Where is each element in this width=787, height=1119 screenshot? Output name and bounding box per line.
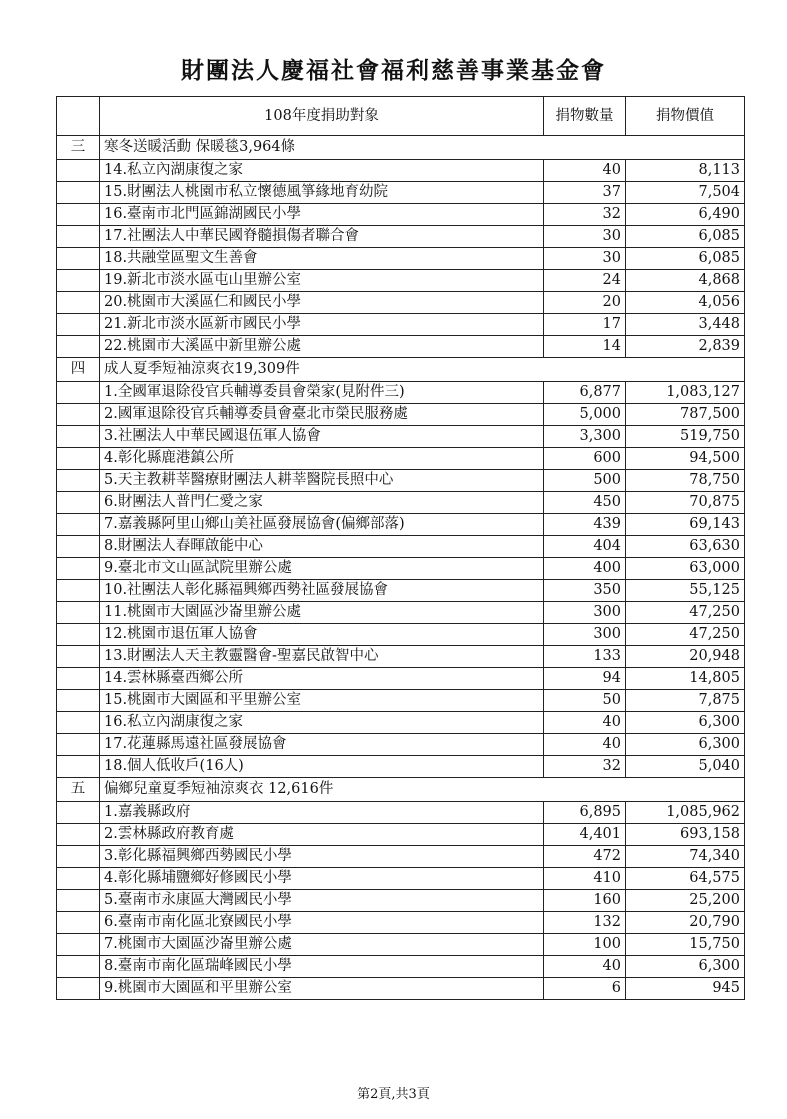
donation-quantity: 439 [544, 514, 626, 536]
table-row [57, 646, 745, 668]
blank-index-cell [57, 978, 100, 1000]
blank-index-cell [57, 314, 100, 336]
recipient-name: 4.彰化縣埔鹽鄉好修國民小學 [100, 868, 544, 890]
blank-index-cell [57, 336, 100, 358]
blank-index-cell [57, 426, 100, 448]
blank-index-cell [57, 448, 100, 470]
donation-quantity: 300 [544, 602, 626, 624]
recipient-name: 21.新北市淡水區新市國民小學 [100, 314, 544, 336]
blank-index-cell [57, 602, 100, 624]
blank-index-cell [57, 514, 100, 536]
recipient-name: 18.個人低收戶(16人) [100, 756, 544, 778]
recipient-name: 16.臺南市北門區錦湖國民小學 [100, 204, 544, 226]
recipient-name: 8.臺南市南化區瑞峰國民小學 [100, 956, 544, 978]
donation-value: 693,158 [626, 824, 745, 846]
donation-quantity: 17 [544, 314, 626, 336]
blank-index-cell [57, 558, 100, 580]
donation-quantity: 24 [544, 270, 626, 292]
recipient-name: 17.社團法人中華民國脊髓損傷者聯合會 [100, 226, 544, 248]
blank-index-cell [57, 492, 100, 514]
table-row [57, 514, 745, 536]
recipient-name: 2.雲林縣政府教育處 [100, 824, 544, 846]
donation-quantity: 600 [544, 448, 626, 470]
recipient-name: 5.天主教耕莘醫療財團法人耕莘醫院長照中心 [100, 470, 544, 492]
recipient-name: 6.臺南市南化區北寮國民小學 [100, 912, 544, 934]
donation-value: 25,200 [626, 890, 745, 912]
donation-quantity: 350 [544, 580, 626, 602]
recipient-name: 16.私立內湖康復之家 [100, 712, 544, 734]
donation-quantity: 133 [544, 646, 626, 668]
donation-value: 70,875 [626, 492, 745, 514]
donation-value: 63,000 [626, 558, 745, 580]
section-number: 五 [57, 778, 100, 802]
donation-value: 4,868 [626, 270, 745, 292]
donation-value: 1,085,962 [626, 802, 745, 824]
recipient-name: 13.財團法人天主教靈醫會-聖嘉民啟智中心 [100, 646, 544, 668]
recipient-name: 9.桃園市大園區和平里辦公室 [100, 978, 544, 1000]
donation-value: 63,630 [626, 536, 745, 558]
donation-value: 69,143 [626, 514, 745, 536]
blank-index-cell [57, 868, 100, 890]
header-index-cell [57, 97, 100, 136]
section-description: 寒冬送暖活動 保暖毯3,964條 [100, 136, 745, 160]
blank-index-cell [57, 912, 100, 934]
recipient-name: 3.社團法人中華民國退伍軍人協會 [100, 426, 544, 448]
table-row [57, 492, 745, 514]
table-row [57, 934, 745, 956]
donation-quantity: 32 [544, 204, 626, 226]
blank-index-cell [57, 248, 100, 270]
recipient-name: 8.財團法人春暉啟能中心 [100, 536, 544, 558]
table-row [57, 448, 745, 470]
table-row [57, 580, 745, 602]
donation-value: 8,113 [626, 160, 745, 182]
recipient-name: 18.共融堂區聖文生善會 [100, 248, 544, 270]
table-row [57, 756, 745, 778]
recipient-name: 3.彰化縣福興鄉西勢國民小學 [100, 846, 544, 868]
blank-index-cell [57, 182, 100, 204]
recipient-name: 20.桃園市大溪區仁和國民小學 [100, 292, 544, 314]
section-row [57, 358, 745, 382]
donation-quantity: 50 [544, 690, 626, 712]
donation-quantity: 40 [544, 734, 626, 756]
blank-index-cell [57, 756, 100, 778]
table-row [57, 890, 745, 912]
table-row [57, 536, 745, 558]
blank-index-cell [57, 956, 100, 978]
table-row [57, 404, 745, 426]
recipient-name: 9.臺北市文山區試院里辦公處 [100, 558, 544, 580]
table-row [57, 712, 745, 734]
donation-value: 519,750 [626, 426, 745, 448]
donation-value: 47,250 [626, 624, 745, 646]
table-row [57, 382, 745, 404]
recipient-name: 6.財團法人普門仁愛之家 [100, 492, 544, 514]
donation-quantity: 300 [544, 624, 626, 646]
table-row [57, 912, 745, 934]
recipient-name: 14.雲林縣臺西鄉公所 [100, 668, 544, 690]
donation-value: 3,448 [626, 314, 745, 336]
table-row [57, 470, 745, 492]
donation-value: 74,340 [626, 846, 745, 868]
table-row [57, 668, 745, 690]
blank-index-cell [57, 690, 100, 712]
section-row [57, 136, 745, 160]
blank-index-cell [57, 890, 100, 912]
donation-quantity: 3,300 [544, 426, 626, 448]
donation-value: 6,085 [626, 226, 745, 248]
blank-index-cell [57, 668, 100, 690]
donation-value: 6,490 [626, 204, 745, 226]
recipient-name: 1.全國軍退除役官兵輔導委員會榮家(見附件三) [100, 382, 544, 404]
table-row [57, 204, 745, 226]
blank-index-cell [57, 646, 100, 668]
table-row [57, 248, 745, 270]
table-row [57, 160, 745, 182]
blank-index-cell [57, 846, 100, 868]
blank-index-cell [57, 934, 100, 956]
donation-value: 14,805 [626, 668, 745, 690]
recipient-name: 5.臺南市永康區大灣國民小學 [100, 890, 544, 912]
blank-index-cell [57, 404, 100, 426]
recipient-name: 2.國軍退除役官兵輔導委員會臺北市榮民服務處 [100, 404, 544, 426]
donation-quantity: 450 [544, 492, 626, 514]
section-number: 四 [57, 358, 100, 382]
table-row [57, 336, 745, 358]
recipient-name: 19.新北市淡水區屯山里辦公室 [100, 270, 544, 292]
donation-value: 6,300 [626, 712, 745, 734]
donation-quantity: 472 [544, 846, 626, 868]
page-footer: 第2頁,共3頁 [357, 1087, 430, 1102]
donation-quantity: 30 [544, 226, 626, 248]
donation-quantity: 4,401 [544, 824, 626, 846]
recipient-name: 22.桃園市大溪區中新里辦公處 [100, 336, 544, 358]
recipient-name: 17.花蓮縣馬遠社區發展協會 [100, 734, 544, 756]
donation-quantity: 32 [544, 756, 626, 778]
table-header-row [57, 97, 745, 136]
donation-value: 4,056 [626, 292, 745, 314]
recipient-name: 15.桃園市大園區和平里辦公室 [100, 690, 544, 712]
donation-quantity: 14 [544, 336, 626, 358]
blank-index-cell [57, 382, 100, 404]
table-row [57, 802, 745, 824]
donation-quantity: 20 [544, 292, 626, 314]
donation-quantity: 400 [544, 558, 626, 580]
blank-index-cell [57, 824, 100, 846]
table-row [57, 558, 745, 580]
table-row [57, 978, 745, 1000]
donation-value: 2,839 [626, 336, 745, 358]
blank-index-cell [57, 160, 100, 182]
donation-value: 64,575 [626, 868, 745, 890]
donation-value: 7,504 [626, 182, 745, 204]
blank-index-cell [57, 712, 100, 734]
blank-index-cell [57, 292, 100, 314]
table-row [57, 270, 745, 292]
section-description: 成人夏季短袖涼爽衣19,309件 [100, 358, 745, 382]
donation-table-body [57, 97, 745, 1000]
donation-value: 6,300 [626, 956, 745, 978]
donation-value: 94,500 [626, 448, 745, 470]
donation-quantity: 6,895 [544, 802, 626, 824]
blank-index-cell [57, 204, 100, 226]
donation-quantity: 6 [544, 978, 626, 1000]
table-row [57, 868, 745, 890]
blank-index-cell [57, 580, 100, 602]
table-row [57, 846, 745, 868]
donation-table [56, 96, 745, 1000]
recipient-name: 12.桃園市退伍軍人協會 [100, 624, 544, 646]
donation-quantity: 404 [544, 536, 626, 558]
table-row [57, 314, 745, 336]
header-target: 108年度捐助對象 [100, 97, 544, 136]
donation-value: 15,750 [626, 934, 745, 956]
donation-quantity: 40 [544, 712, 626, 734]
section-number: 三 [57, 136, 100, 160]
recipient-name: 11.桃園市大園區沙崙里辦公處 [100, 602, 544, 624]
donation-quantity: 500 [544, 470, 626, 492]
section-row [57, 778, 745, 802]
blank-index-cell [57, 624, 100, 646]
table-row [57, 426, 745, 448]
donation-quantity: 132 [544, 912, 626, 934]
recipient-name: 10.社團法人彰化縣福興鄉西勢社區發展協會 [100, 580, 544, 602]
table-row [57, 602, 745, 624]
donation-quantity: 100 [544, 934, 626, 956]
header-value: 捐物價值 [626, 97, 745, 136]
blank-index-cell [57, 270, 100, 292]
donation-value: 7,875 [626, 690, 745, 712]
section-description: 偏鄉兒童夏季短袖涼爽衣 12,616件 [100, 778, 745, 802]
recipient-name: 1.嘉義縣政府 [100, 802, 544, 824]
donation-quantity: 94 [544, 668, 626, 690]
recipient-name: 7.桃園市大園區沙崙里辦公處 [100, 934, 544, 956]
blank-index-cell [57, 536, 100, 558]
donation-quantity: 40 [544, 160, 626, 182]
blank-index-cell [57, 734, 100, 756]
donation-quantity: 40 [544, 956, 626, 978]
donation-value: 55,125 [626, 580, 745, 602]
donation-quantity: 160 [544, 890, 626, 912]
recipient-name: 7.嘉義縣阿里山鄉山美社區發展協會(偏鄉部落) [100, 514, 544, 536]
blank-index-cell [57, 802, 100, 824]
donation-value: 20,948 [626, 646, 745, 668]
donation-quantity: 37 [544, 182, 626, 204]
donation-value: 787,500 [626, 404, 745, 426]
blank-index-cell [57, 226, 100, 248]
header-quantity: 捐物數量 [544, 97, 626, 136]
donation-quantity: 410 [544, 868, 626, 890]
recipient-name: 4.彰化縣鹿港鎮公所 [100, 448, 544, 470]
document-title: 財團法人慶福社會福利慈善事業基金會 [181, 57, 606, 84]
table-row [57, 226, 745, 248]
donation-quantity: 30 [544, 248, 626, 270]
donation-value: 78,750 [626, 470, 745, 492]
table-row [57, 624, 745, 646]
table-row [57, 690, 745, 712]
donation-quantity: 5,000 [544, 404, 626, 426]
donation-value: 47,250 [626, 602, 745, 624]
donation-quantity: 6,877 [544, 382, 626, 404]
table-row [57, 292, 745, 314]
table-row [57, 182, 745, 204]
donation-value: 945 [626, 978, 745, 1000]
recipient-name: 14.私立內湖康復之家 [100, 160, 544, 182]
table-row [57, 956, 745, 978]
recipient-name: 15.財團法人桃園市私立懷德風箏緣地育幼院 [100, 182, 544, 204]
donation-value: 1,083,127 [626, 382, 745, 404]
table-row [57, 734, 745, 756]
table-row [57, 824, 745, 846]
blank-index-cell [57, 470, 100, 492]
donation-value: 5,040 [626, 756, 745, 778]
donation-value: 6,300 [626, 734, 745, 756]
donation-value: 6,085 [626, 248, 745, 270]
donation-value: 20,790 [626, 912, 745, 934]
